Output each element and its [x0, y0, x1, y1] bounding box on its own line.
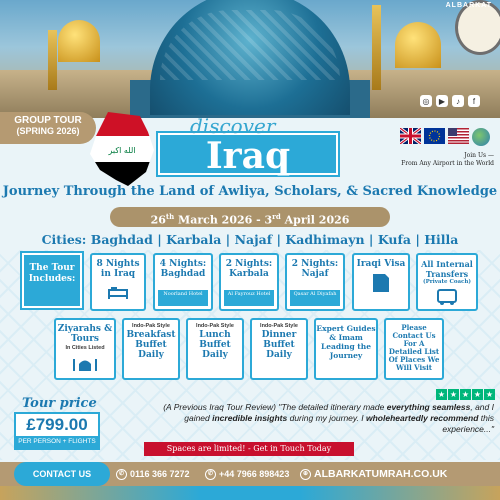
brand-logo: ALBARKAT — [445, 2, 492, 9]
card-title: 8 Nights in Iraq — [96, 259, 140, 279]
rating-stars — [436, 389, 495, 400]
tiktok-icon[interactable]: ♪ — [452, 95, 464, 107]
card-lunch — [186, 318, 244, 380]
us-flag-icon — [448, 128, 469, 144]
review-part: (A Previous Iraq Tour Review) "The detailed itinerary made — [163, 402, 387, 412]
card-title: Lunch Buffet Daily — [199, 330, 231, 360]
card-title: Expert Guides & Imam Leading the Journey — [316, 324, 376, 360]
card-title: Iraqi Visa — [356, 259, 406, 269]
gold-dome-right — [395, 22, 441, 68]
hotel-name: Al Fayrouz Hotel — [224, 290, 274, 306]
date-start-day: 26 — [150, 213, 166, 227]
card-note: In Cities Listed — [65, 345, 105, 351]
date-start-suffix: th — [165, 212, 175, 221]
group-tour-label: GROUP TOUR — [14, 115, 82, 126]
review-text — [140, 402, 494, 435]
card-note: (Private Coach) — [423, 279, 471, 285]
minaret-left — [48, 30, 57, 90]
card-visa — [352, 253, 410, 311]
tour-includes-label: The Tour Includes: — [22, 253, 82, 308]
whatsapp-icon: ✆ — [205, 469, 216, 480]
card-guides — [314, 318, 378, 380]
globe-icon — [472, 128, 490, 146]
review-part: this experience..." — [442, 413, 494, 434]
eu-flag-icon — [424, 128, 445, 144]
star-icon: ★ — [485, 390, 494, 399]
card-breakfast — [122, 318, 180, 380]
date-end-day: 3 — [264, 213, 273, 227]
uk-flag-icon — [400, 128, 421, 144]
hotel-name: Qasar Al Diyafah — [290, 290, 340, 306]
facebook-icon[interactable]: f — [468, 95, 480, 107]
star-icon: ★ — [461, 390, 470, 399]
subtitle: Journey Through the Land of Awliya, Scholars, & Sacred Knowledge — [2, 184, 498, 199]
review-bold: wholeheartedly recommend — [365, 413, 479, 423]
card-ziyarahs — [54, 318, 116, 380]
contact-bar — [0, 462, 500, 486]
card-dinner — [250, 318, 308, 380]
phone-link[interactable] — [116, 462, 190, 486]
discover-script: discover — [190, 114, 276, 138]
price-amount: £799.00 — [26, 415, 88, 434]
join-line2: From Any Airport in the World — [401, 160, 494, 167]
card-tag: Indo-Pak Style — [196, 323, 234, 329]
website-link[interactable] — [300, 462, 447, 486]
whatsapp-link[interactable] — [205, 462, 289, 486]
globe-icon: ⊕ — [300, 469, 311, 480]
tour-price-label: Tour price — [22, 396, 97, 411]
date-bar — [110, 207, 390, 227]
card-contact-list — [384, 318, 444, 380]
price-box — [14, 412, 100, 450]
review-part: during my journey. I — [287, 413, 366, 423]
document-icon — [370, 273, 392, 293]
minaret-right — [372, 5, 381, 90]
bus-icon — [436, 289, 458, 305]
spaces-limited-banner: Spaces are limited! - Get in Touch Today — [144, 442, 354, 456]
website-url: ALBARKATUMRAH.CO.UK — [314, 468, 448, 480]
whatsapp-number: +44 7966 898423 — [219, 469, 290, 479]
card-tag: Indo-Pak Style — [132, 323, 170, 329]
join-note — [382, 152, 500, 168]
card-title: 2 Nights: Karbala — [225, 259, 273, 279]
card-tag: Indo-Pak Style — [260, 323, 298, 329]
review-part: , and I gained — [184, 402, 494, 423]
instagram-icon[interactable]: ◎ — [420, 95, 432, 107]
flag-takbir-text: الله اكبر — [108, 146, 136, 155]
group-tour-tag — [0, 112, 96, 144]
card-title: All Internal Transfers — [421, 259, 473, 279]
contact-us-button[interactable]: CONTACT US — [14, 462, 110, 486]
review-bold: everything seamless — [386, 402, 471, 412]
card-title: Ziyarahs & Tours — [57, 324, 113, 344]
date-end-suffix: rd — [272, 212, 281, 221]
card-title: Dinner Buffet Daily — [261, 330, 297, 360]
card-karbala — [219, 253, 279, 311]
phone-number: 0116 366 7272 — [130, 469, 190, 479]
youtube-icon[interactable]: ▶ — [436, 95, 448, 107]
card-najaf — [285, 253, 345, 311]
star-icon: ★ — [473, 390, 482, 399]
star-icon: ★ — [449, 390, 458, 399]
card-transfers — [416, 253, 478, 311]
card-title: 4 Nights: Baghdad — [159, 259, 207, 279]
join-line1: Join Us — — [464, 152, 494, 159]
gold-dome-left — [58, 20, 100, 62]
phone-icon: ✆ — [116, 469, 127, 480]
card-nights-total — [90, 253, 146, 311]
group-tour-season: (SPRING 2026) — [16, 126, 80, 136]
bed-icon — [107, 283, 129, 299]
cities-list: Cities: Baghdad | Karbala | Najaf | Kadhimayn | Kufa | Hilla — [41, 232, 459, 247]
date-start-rest: March 2026 - — [174, 213, 265, 227]
page-title: Iraq — [158, 133, 338, 175]
iraq-map-flag-icon — [88, 110, 158, 188]
mosque-icon — [70, 355, 100, 371]
card-baghdad — [153, 253, 213, 311]
card-title: Breakfast Buffet Daily — [126, 330, 176, 360]
bottom-strip — [0, 486, 500, 500]
star-icon: ★ — [437, 390, 446, 399]
review-bold: incredible insights — [212, 413, 288, 423]
social-icons — [420, 95, 480, 107]
date-end-rest: April 2026 — [280, 213, 350, 227]
card-title: Please Contact Us For A Detailed List Of Places We Will Visit — [388, 323, 440, 372]
price-per: PER PERSON + FLIGHTS — [16, 436, 98, 448]
country-flags — [400, 128, 490, 146]
card-title: 2 Nights: Najaf — [291, 259, 339, 279]
hotel-name: Noorland Hotel — [158, 290, 208, 306]
